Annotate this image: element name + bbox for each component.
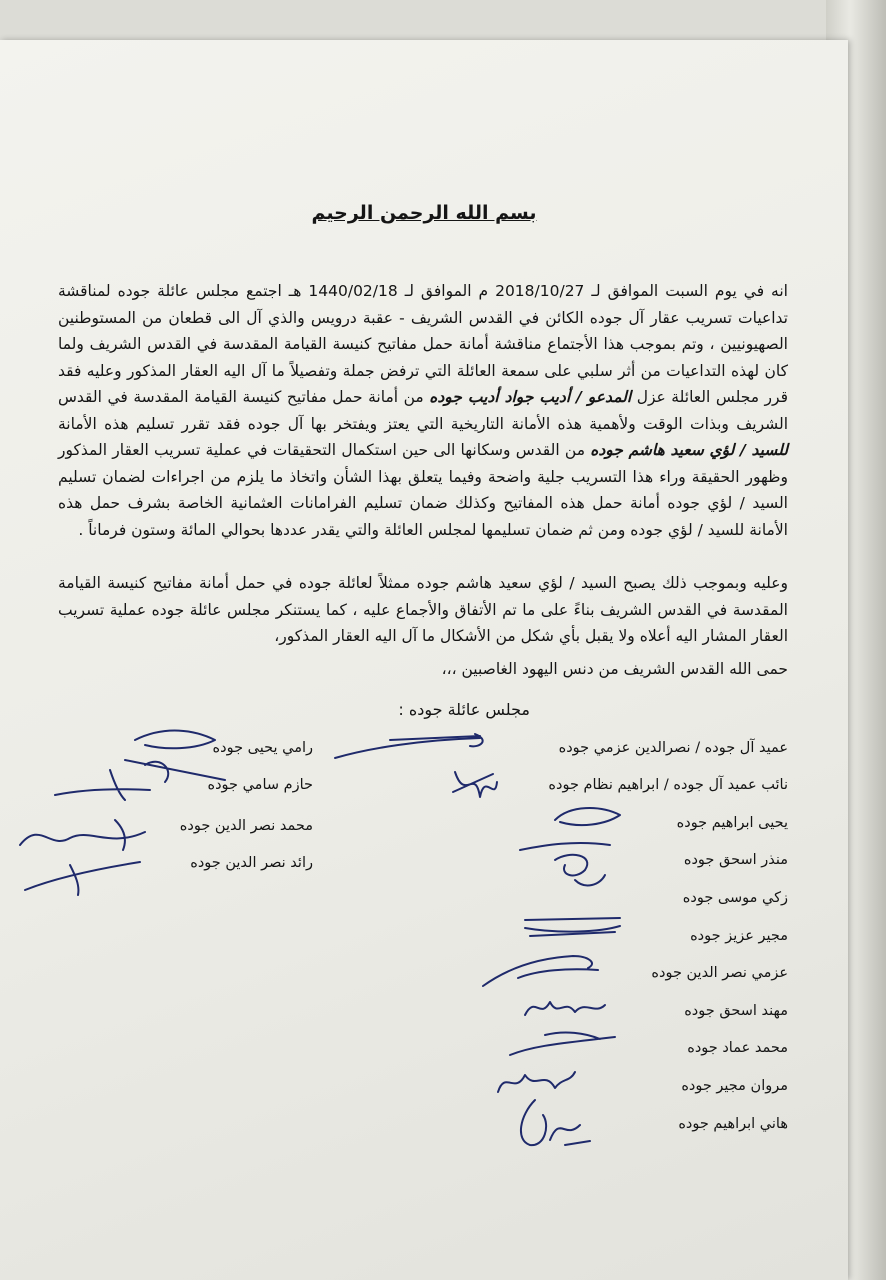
council-heading: مجلس عائلة جوده :	[398, 700, 530, 719]
document-page	[0, 40, 848, 1280]
paragraph-1-part-1: انه في يوم السبت الموافق لـ 2018/10/27 م الموافق لـ 1440/02/18 هـ اجتمع مجلس عائلة جوده لمناقشة تداعيات تسريب عقار آل جوده الكائن في القدس الشريف - عقبة درويس والذي آل الى قطعان من المستوطنين الصهيونيين ، وتم بموجب هذا الأجتماع مناقشة أمانة حمل مفاتيح كنيسة القيامة المقدسة في القدس الشريف ولما كان لهذه التداعيات من أثر سلبي على سمعة العائلة التي ترفض جملة وتفصيلاً ما آل اليه العقار المذكور وعليه فقد قرر مجلس العائلة عزل	[58, 282, 788, 406]
signatory-left-3: محمد نصر الدين جوده	[179, 818, 313, 834]
signatory-left-2: حازم سامي جوده	[207, 777, 313, 793]
signatory-right-3: يحيى ابراهيم جوده	[676, 815, 788, 831]
paragraph-1-bold-1: المدعو / أديب جواد أديب جوده	[429, 388, 632, 406]
paragraph-1-bold-2: للسيد / لؤي سعيد هاشم جوده	[590, 441, 788, 459]
signature-3	[550, 800, 630, 835]
signatory-right-8: مهند اسحق جوده	[684, 1003, 788, 1019]
signature-12	[50, 760, 160, 810]
document-title: بسم الله الرحمن الرحيم	[311, 202, 537, 224]
signature-8	[505, 1025, 625, 1065]
paragraph-2: وعليه وبموجب ذلك يصبح السيد / لؤي سعيد هاشم جوده ممثلاً لعائلة جوده في حمل أمانة مفاتيح كنيسة القيامة المقدسة في القدس الشريف بناءً على ما تم الأتفاق والأجماع عليه ، كما يستنكر مجلس عائلة جوده عملية تسريب العقار المشار اليه أعلاه ولا يقبل بأي شكل من الأشكال ما آل اليه العقار المذكور،	[58, 574, 788, 645]
signatory-right-2: نائب عميد آل جوده / ابراهيم نظام جوده	[548, 777, 788, 793]
signatory-right-5: زكي موسى جوده	[682, 890, 788, 906]
signature-5	[520, 910, 630, 940]
paragraph-1	[58, 278, 788, 543]
signatory-left-1: رامي يحيى جوده	[212, 740, 313, 756]
signature-6	[478, 948, 608, 993]
closing-line: حمى الله القدس الشريف من دنس اليهود الغاصبين ،،،	[441, 660, 788, 678]
signature-7	[520, 990, 610, 1025]
signature-2	[445, 762, 505, 812]
signatory-right-6: مجير عزيز جوده	[690, 928, 788, 944]
signature-10	[505, 1095, 595, 1150]
signatory-right-1: عميد آل جوده / نصرالدين عزمي جوده	[558, 740, 788, 756]
signatory-right-7: عزمي نصر الدين جوده	[651, 965, 788, 981]
signature-14	[20, 850, 150, 900]
paragraph-1-part-3: من القدس وسكانها الى حين استكمال التحقيقات في عملية تسريب العقار المذكور وظهور الحقيقة وراء هذا التسريب جلية واضحة وفيما يتعلق بهذا الشأن واتخاذ ما يلزم من اجراءات لضمان تسليم السيد / لؤي جوده أمانة حمل هذه المفاتيح وكذلك ضمان تسليم الفرامانات العثمانية الخاصة بشرف حمل هذه الأمانة للسيد / لؤي جوده ومن ثم ضمان تسليمها لمجلس العائلة والتي يقدر عددها بحوالي المائة وستون فرماناً .	[58, 441, 788, 539]
signature-4	[515, 835, 625, 895]
paragraph-1-part-2: من أمانة حمل مفاتيح كنيسة القيامة المقدسة في القدس الشريف وبذات الوقت ولأهمية هذه الأمانة التاريخية التي يعتز ويفتخر بها آل جوده فقد تقرر تسليم هذه الأمانة	[58, 388, 788, 433]
document-content	[0, 40, 848, 1280]
signatory-right-11: هاني ابراهيم جوده	[678, 1116, 788, 1132]
signature-9	[490, 1060, 580, 1100]
signatory-right-4: منذر اسحق جوده	[683, 852, 788, 868]
signatory-right-9: محمد عماد جوده	[687, 1040, 788, 1056]
signatory-right-10: مروان مجير جوده	[681, 1078, 788, 1094]
signatory-left-4: رائد نصر الدين جوده	[190, 855, 313, 871]
